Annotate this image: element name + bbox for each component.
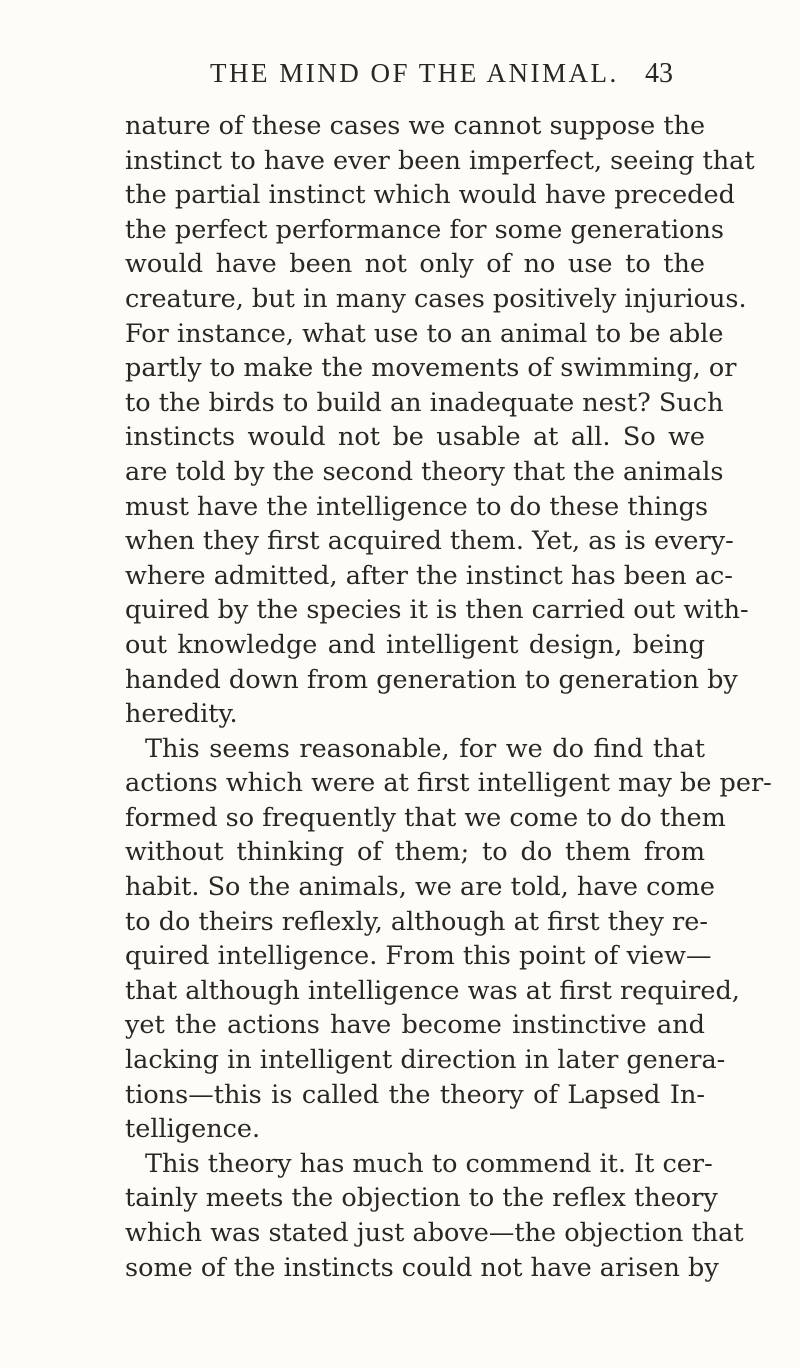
text-line: yet the actions have become instinctive and xyxy=(125,1010,705,1041)
text-line: lacking in intelligent direction in later genera- xyxy=(125,1045,726,1076)
text-line: handed down from generation to generation by xyxy=(125,664,738,695)
text-line: when they first acquired them. Yet, as is every- xyxy=(125,526,734,557)
page-number: 43 xyxy=(645,58,673,89)
text-line: heredity. xyxy=(125,699,238,730)
text-line: creature, but in many cases positively injurious. xyxy=(125,283,747,314)
text-line: the partial instinct which would have preceded xyxy=(125,180,735,211)
text-line: would have been not only of no use to the xyxy=(125,249,705,280)
text-line: quired intelligence. From this point of view— xyxy=(125,941,712,972)
text-line: instinct to have ever been imperfect, seeing that xyxy=(125,145,755,176)
text-line: For instance, what use to an animal to be able xyxy=(125,318,724,349)
text-line: must have the intelligence to do these things xyxy=(125,491,709,522)
text-line: without thinking of them; to do them from xyxy=(125,837,705,868)
text-line: partly to make the movements of swimming, or xyxy=(125,353,737,384)
text-line: instincts would not be usable at all. So we xyxy=(125,422,705,453)
text-line: quired by the species it is then carried out with- xyxy=(125,595,749,626)
text-line: the perfect performance for some generations xyxy=(125,214,724,245)
text-line: tions—this is called the theory of Lapsed In- xyxy=(125,1079,705,1110)
running-title: THE MIND OF THE ANIMAL. xyxy=(210,58,619,88)
text-line: some of the instincts could not have arisen by xyxy=(125,1252,719,1283)
text-line: actions which were at first intelligent may be per- xyxy=(125,768,772,799)
text-line: habit. So the animals, we are told, have come xyxy=(125,872,716,903)
running-head xyxy=(0,0,800,100)
text-line: that although intelligence was at first required, xyxy=(125,975,740,1006)
text-line: where admitted, after the instinct has been ac- xyxy=(125,560,733,591)
body-text xyxy=(125,109,772,1285)
paragraph-start-line: This seems reasonable, for we do find that xyxy=(145,733,705,764)
text-line: nature of these cases we cannot suppose the xyxy=(125,111,706,141)
text-line: to do theirs reflexly, although at first they re- xyxy=(125,906,708,937)
text-line: which was stated just above—the objection that xyxy=(125,1218,744,1248)
text-line: out knowledge and intelligent design, being xyxy=(125,629,705,660)
paragraph-start-line: This theory has much to commend it. It cer- xyxy=(145,1148,713,1179)
text-line: are told by the second theory that the animals xyxy=(125,456,724,487)
text-line: formed so frequently that we come to do them xyxy=(125,802,726,833)
text-line: to the birds to build an inadequate nest? Such xyxy=(125,387,724,418)
text-line: tainly meets the objection to the reflex theory xyxy=(125,1183,718,1214)
text-line: telligence. xyxy=(125,1114,261,1145)
